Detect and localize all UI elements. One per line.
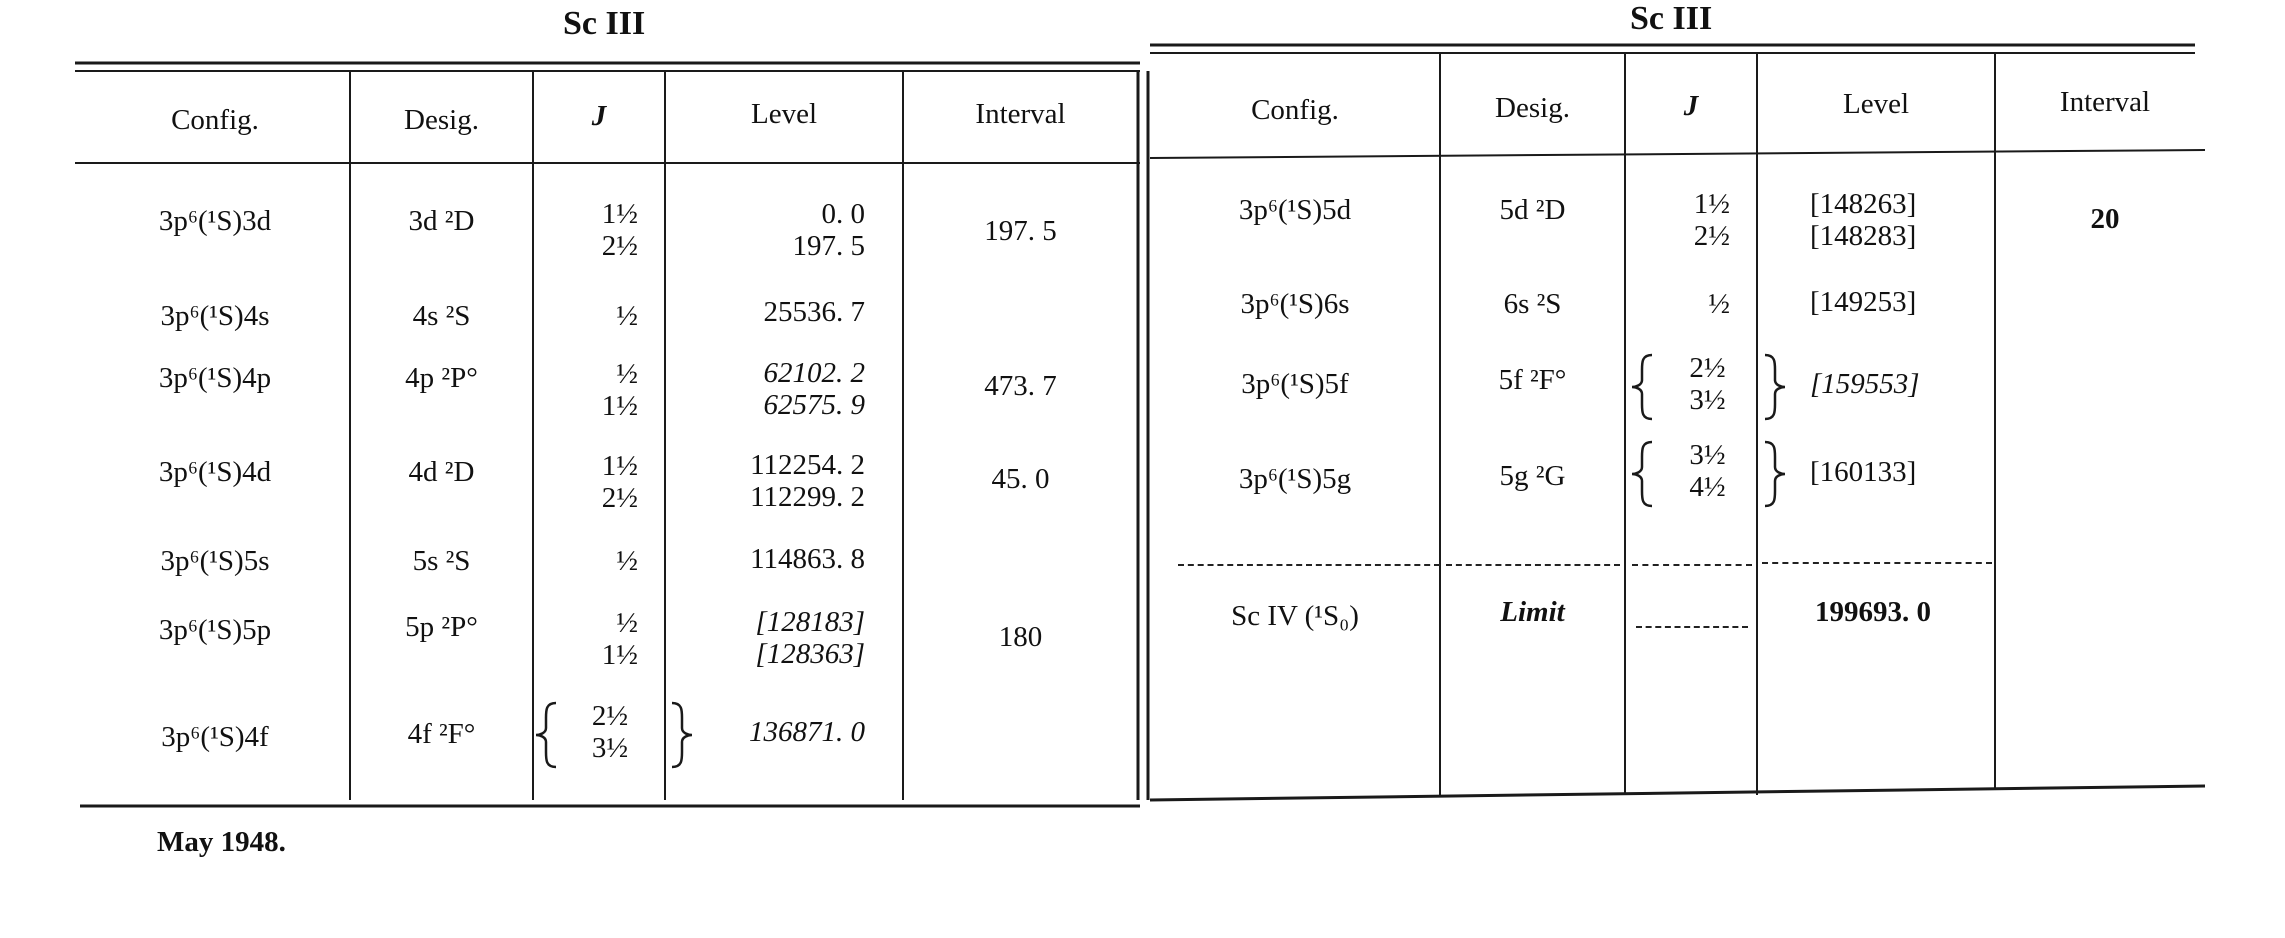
right-level-cell: [149253] — [1810, 286, 1917, 318]
left-interval-cell: 197. 5 — [984, 215, 1057, 247]
left-config-cell: 3p⁶(¹S)4p — [158, 362, 272, 394]
right-j-cell: 1½ — [1693, 188, 1730, 220]
left-header-config: Config. — [171, 104, 259, 136]
left-desig-cell: 5p ²P° — [405, 611, 478, 643]
left-header-j: J — [591, 100, 607, 132]
left-j-cell: 1½ — [601, 450, 638, 482]
right-config-cell: 3p⁶(¹S)5g — [1238, 463, 1352, 495]
left-j-cell: 3½ — [591, 732, 629, 764]
right-header-desig: Desig. — [1495, 92, 1570, 124]
left-j-cell: 1½ — [601, 198, 638, 230]
left-level-cell: 112254. 2 — [750, 449, 865, 481]
left-j-cell: ½ — [616, 358, 638, 390]
right-j-cell: 3½ — [1689, 439, 1726, 471]
left-table-title: Sc III — [563, 5, 646, 42]
left-j-cell: ½ — [616, 607, 638, 639]
left-config-cell: 3p⁶(¹S)3d — [158, 205, 272, 237]
right-desig-cell: 5d ²D — [1499, 194, 1566, 226]
left-level-cell: 114863. 8 — [750, 543, 865, 575]
left-config-cell: 3p⁶(¹S)4f — [161, 721, 269, 753]
left-config-cell: 3p⁶(¹S)5s — [160, 545, 270, 577]
left-j-cell: ½ — [616, 300, 638, 332]
left-level-cell: [128183] — [755, 606, 865, 638]
left-desig-cell: 3d ²D — [408, 205, 475, 237]
left-config-cell: 3p⁶(¹S)5p — [158, 614, 272, 646]
right-level-cell: [148283] — [1810, 220, 1917, 252]
right-header-interval: Interval — [2059, 86, 2151, 118]
left-header-desig: Desig. — [404, 104, 479, 136]
right-j-cell: ½ — [1708, 288, 1730, 320]
left-interval-cell: 45. 0 — [991, 463, 1050, 495]
left-j-cell: ½ — [616, 545, 638, 577]
left-desig-cell: 4d ²D — [408, 456, 475, 488]
left-level-cell: 136871. 0 — [749, 716, 865, 748]
left-j-cell: 1½ — [601, 639, 638, 671]
left-header-interval: Interval — [975, 98, 1066, 130]
left-level-cell: 62575. 9 — [763, 389, 865, 421]
right-j-cell: 2½ — [1689, 352, 1726, 384]
left-level-cell: 197. 5 — [792, 230, 865, 262]
left-j-cell: 2½ — [601, 482, 638, 514]
right-level-cell: [148263] — [1810, 188, 1917, 220]
left-level-cell: 62102. 2 — [763, 357, 865, 389]
right-desig-cell: 6s ²S — [1503, 288, 1562, 320]
left-desig-cell: 4s ²S — [412, 300, 471, 332]
left-level-cell: 0. 0 — [821, 198, 865, 230]
right-config-cell: 3p⁶(¹S)5d — [1238, 194, 1352, 226]
right-j-cell: 2½ — [1693, 220, 1730, 252]
dashed-separator — [1178, 564, 1440, 566]
left-desig-cell: 4f ²F° — [407, 718, 476, 750]
right-j-cell: 4½ — [1689, 471, 1726, 503]
limit-level-cell: 199693. 0 — [1815, 596, 1931, 628]
limit-config-cell: Sc IV (¹S₀) — [1231, 600, 1359, 632]
left-level-cell: [128363] — [755, 638, 865, 670]
dashed-separator — [1446, 564, 1620, 566]
left-config-cell: 3p⁶(¹S)4s — [160, 300, 270, 332]
limit-j-leader — [1636, 626, 1748, 628]
right-interval-cell: 20 — [2090, 203, 2120, 235]
right-desig-cell: 5f ²F° — [1498, 364, 1567, 396]
right-header-j: J — [1683, 90, 1699, 122]
left-interval-cell: 180 — [998, 621, 1043, 653]
right-header-config: Config. — [1251, 94, 1339, 126]
left-j-cell: 2½ — [591, 700, 629, 732]
dashed-separator — [1632, 564, 1752, 566]
footer-date: May 1948. — [157, 826, 286, 858]
right-level-cell: [159553] — [1810, 368, 1920, 400]
right-config-cell: 3p⁶(¹S)6s — [1240, 288, 1350, 320]
right-level-cell: [160133] — [1810, 456, 1917, 488]
left-header-level: Level — [750, 98, 817, 130]
right-table-title: Sc III — [1630, 0, 1713, 37]
limit-desig-cell: Limit — [1500, 596, 1565, 628]
left-level-cell: 112299. 2 — [750, 481, 865, 513]
dashed-separator — [1762, 562, 1992, 564]
left-j-cell: 1½ — [601, 390, 638, 422]
right-config-cell: 3p⁶(¹S)5f — [1241, 368, 1349, 400]
left-desig-cell: 4p ²P° — [405, 362, 478, 394]
left-interval-cell: 473. 7 — [984, 370, 1057, 402]
left-level-cell: 25536. 7 — [763, 296, 865, 328]
left-config-cell: 3p⁶(¹S)4d — [158, 456, 272, 488]
right-j-cell: 3½ — [1689, 384, 1726, 416]
left-j-cell: 2½ — [601, 230, 638, 262]
left-desig-cell: 5s ²S — [412, 545, 471, 577]
right-desig-cell: 5g ²G — [1499, 460, 1566, 492]
right-header-level: Level — [1842, 88, 1909, 120]
